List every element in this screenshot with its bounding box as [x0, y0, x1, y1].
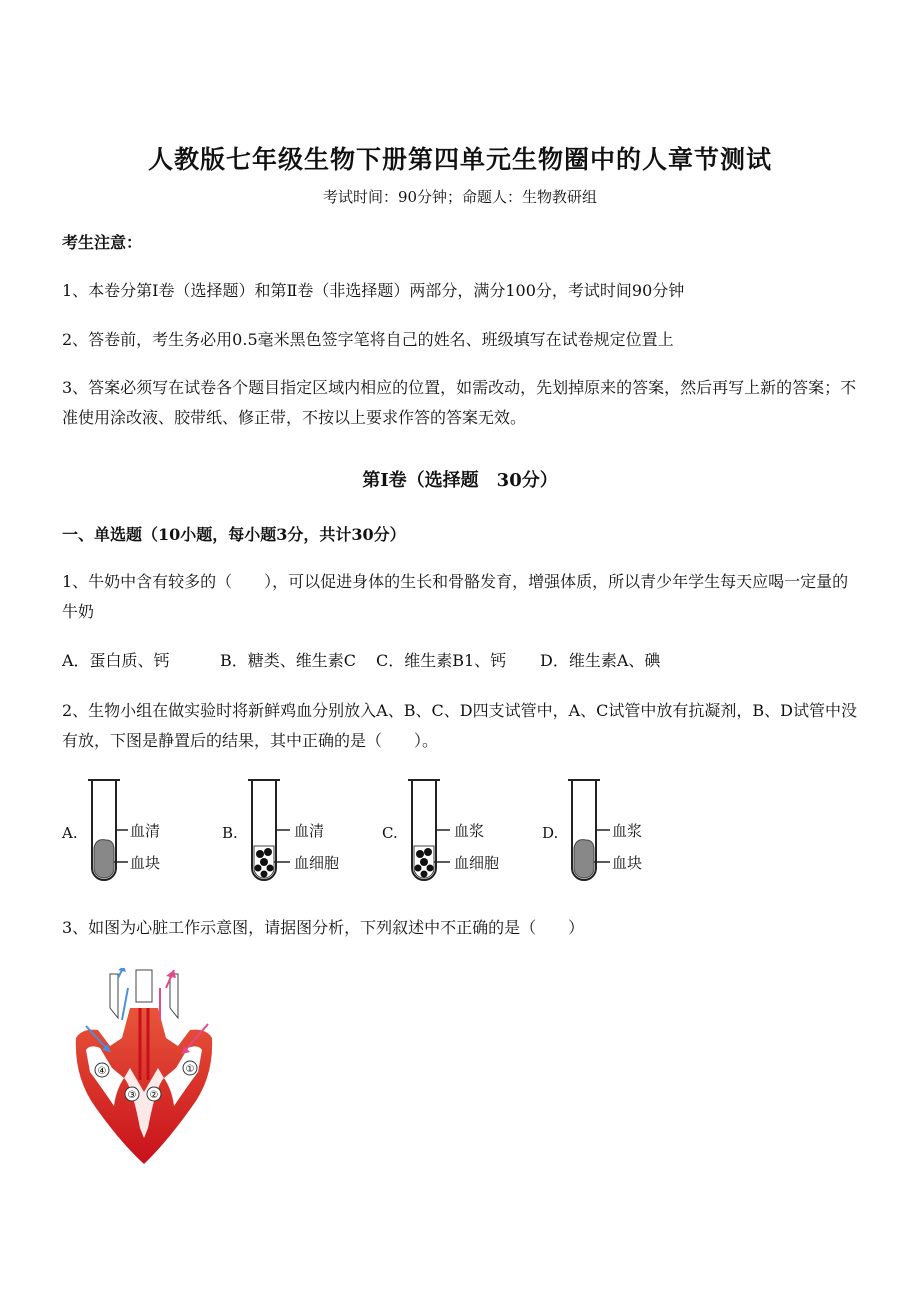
heart-diagram	[66, 968, 226, 1168]
notice-item-1: 1、本卷分第Ⅰ卷（选择题）和第Ⅱ卷（非选择题）两部分，满分100分，考试时间90分钟	[62, 281, 685, 300]
tube-c-top-label: 血浆	[454, 822, 485, 840]
tube-c-bottom-label: 血细胞	[454, 854, 500, 872]
part-heading: 一、单选题（10小题，每小题3分，共计30分）	[62, 525, 406, 544]
option-b[interactable]: B．糖类、维生素C	[220, 651, 357, 670]
notice-item-3: 3、答案必须写在试卷各个题目指定区域内相应的位置，如需改动，先划掉原来的答案，然后再写上新的答案；不准使用涂改液、胶带纸、修正带，不按以上要求作答的答案无效。	[62, 378, 857, 427]
question-3-stem: 3、如图为心脏工作示意图，请据图分析，下列叙述中不正确的是（ ）	[62, 918, 585, 937]
heart-label-3: ③	[127, 1090, 137, 1101]
tube-c-icon	[406, 776, 452, 888]
option-a[interactable]: A．蛋白质、钙	[62, 651, 170, 670]
heart-label-4: ④	[97, 1066, 107, 1077]
tube-b-letter: B.	[222, 824, 238, 842]
test-tube-figure	[60, 776, 700, 888]
option-c[interactable]: C．维生素B1、钙	[376, 651, 507, 670]
notice-item-2: 2、答卷前，考生务必用0.5毫米黑色签字笔将自己的姓名、班级填写在试卷规定位置上	[62, 330, 674, 349]
tube-a-top-label: 血清	[130, 822, 161, 840]
section-title: 第Ⅰ卷（选择题 30分）	[362, 470, 558, 491]
tube-b-bottom-label: 血细胞	[294, 854, 340, 872]
page-title: 人教版七年级生物下册第四单元生物圈中的人章节测试	[147, 145, 772, 174]
heart-label-1: ①	[185, 1064, 195, 1075]
tube-b-top-label: 血清	[294, 822, 325, 840]
tube-a-icon	[86, 776, 130, 888]
heart-label-2: ②	[149, 1090, 159, 1101]
tube-a-letter: A.	[62, 824, 78, 842]
tube-d-letter: D.	[542, 824, 559, 842]
exam-info: 考试时间：90分钟；命题人：生物教研组	[322, 188, 598, 206]
tube-d-icon	[566, 776, 612, 888]
tube-d-bottom-label: 血块	[612, 854, 643, 872]
tube-c-letter: C.	[382, 824, 398, 842]
question-1-stem: 1、牛奶中含有较多的（ ），可以促进身体的生长和骨骼发育，增强体质，所以青少年学生每天应喝一定量的牛奶	[62, 572, 849, 621]
tube-b-icon	[246, 776, 292, 888]
question-2-stem: 2、生物小组在做实验时将新鲜鸡血分别放入A、B、C、D四支试管中，A、C试管中放有抗凝剂，B、D试管中没有放，下图是静置后的结果，其中正确的是（ ）。	[62, 701, 857, 750]
notice-heading: 考生注意：	[62, 233, 143, 252]
option-d[interactable]: D．维生素A、碘	[540, 651, 661, 670]
tube-d-top-label: 血浆	[612, 822, 643, 840]
tube-a-bottom-label: 血块	[130, 854, 161, 872]
